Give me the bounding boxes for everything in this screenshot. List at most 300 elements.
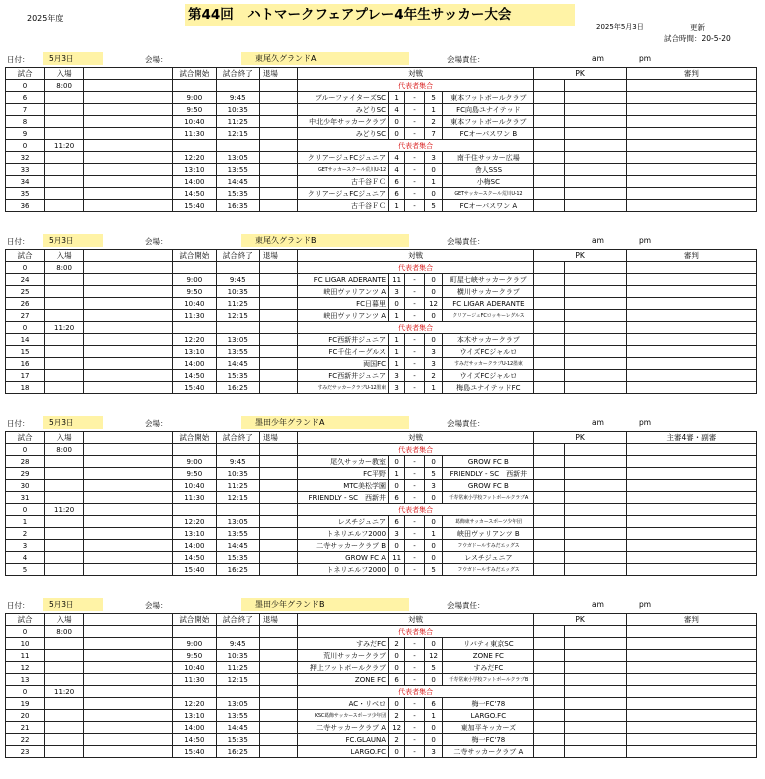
score-separator: - [405,104,425,116]
away-team: 梅一FC'78 [443,734,534,746]
home-score: 4 [389,164,405,176]
blank-cell [84,638,173,650]
end-time: 10:35 [216,468,259,480]
assembly-notice: 代表者集合 [297,80,534,92]
away-score: 3 [424,480,442,492]
pk-home [534,552,564,564]
home-team: クリアージュFCジュニア [297,152,388,164]
pk-home [534,674,564,686]
home-team: 古千谷ＦＣ [297,176,388,188]
home-team: FC西新井ジュニア [297,370,388,382]
entry-time [45,698,84,710]
referee-cell [626,92,756,104]
blank-cell [84,298,173,310]
referee-cell [626,152,756,164]
start-time: 14:00 [173,176,216,188]
away-score: 0 [424,164,442,176]
referee-cell [626,80,756,92]
pk-home [534,152,564,164]
match-number: 28 [6,456,45,468]
match-number: 16 [6,358,45,370]
score-separator: - [405,564,425,576]
entry-time [45,456,84,468]
pk-home [534,468,564,480]
home-team: 中北少年サッカークラブ [297,116,388,128]
away-score: 1 [424,710,442,722]
entry-time [45,92,84,104]
exit-cell [259,116,297,128]
match-number: 8 [6,116,45,128]
referee-cell [626,346,756,358]
away-score: 1 [424,528,442,540]
pk-away [564,468,626,480]
blank-cell [84,722,173,734]
end-time: 12:15 [216,492,259,504]
pk-away [564,638,626,650]
score-separator: - [405,164,425,176]
referee-cell [626,746,756,758]
match-number: 35 [6,188,45,200]
pk-home [534,334,564,346]
home-score: 1 [389,310,405,322]
home-team: 二寺サッカークラブ A [297,722,388,734]
home-score: 1 [389,468,405,480]
venue-section [5,234,757,394]
col-pk: PK [534,250,626,262]
pk-home [534,722,564,734]
start-time: 9:00 [173,92,216,104]
table-row [6,370,757,382]
start-time [173,504,216,516]
date-value: 5月3日 [43,416,103,429]
pk-away [564,128,626,140]
home-team: AC・リベロ [297,698,388,710]
home-team: LARGO.FC [297,746,388,758]
table-row [6,382,757,394]
col-blank [84,250,173,262]
pk-away [564,650,626,662]
venue-responsible-label: 会場責任： [447,419,485,428]
end-time: 13:55 [216,346,259,358]
table-row [6,322,757,334]
col-start: 試合開始 [173,68,216,80]
away-team: 葛飾東サッカースポーツ少年団 [443,516,534,528]
end-time: 16:25 [216,746,259,758]
exit-cell [259,176,297,188]
match-number: 25 [6,286,45,298]
away-score: 5 [424,564,442,576]
home-team: FC平野 [297,468,388,480]
table-row [6,698,757,710]
col-start: 試合開始 [173,432,216,444]
exit-cell [259,188,297,200]
referee-cell [626,734,756,746]
table-row [6,164,757,176]
assembly-notice: 代表者集合 [297,444,534,456]
referee-cell [626,140,756,152]
table-row [6,710,757,722]
pm-label: pm [639,418,652,427]
table-row [6,346,757,358]
exit-cell [259,444,297,456]
tournament-date: 2025年5月3日 [596,23,644,31]
pk-home [534,176,564,188]
entry-time [45,274,84,286]
entry-time [45,298,84,310]
start-time [173,626,216,638]
match-number: 5 [6,564,45,576]
home-team: ブルーファイターズSC [297,92,388,104]
table-row [6,686,757,698]
match-number: 1 [6,516,45,528]
pk-home [534,528,564,540]
referee-cell [626,722,756,734]
venue-section [5,52,757,212]
referee-cell [626,200,756,212]
pk-home [534,188,564,200]
away-score: 0 [424,540,442,552]
blank-cell [84,710,173,722]
away-team: ウイズFCジャルロ [443,370,534,382]
home-team: 峡田ヴァリアンツ A [297,310,388,322]
home-score: 0 [389,564,405,576]
exit-cell [259,322,297,334]
start-time: 9:50 [173,468,216,480]
col-vs: 対戦 [297,614,534,626]
pk-away [564,516,626,528]
start-time: 13:10 [173,346,216,358]
away-team: FCオーパスワン A [443,200,534,212]
col-end: 試合終了 [216,614,259,626]
score-separator: - [405,128,425,140]
home-score: 3 [389,286,405,298]
entry-time [45,128,84,140]
col-referee: 審判 [626,68,756,80]
referee-cell [626,116,756,128]
start-time [173,262,216,274]
assembly-notice: 代表者集合 [297,686,534,698]
blank-cell [84,444,173,456]
match-number: 10 [6,638,45,650]
table-row [6,176,757,188]
start-time: 15:40 [173,564,216,576]
table-row [6,92,757,104]
away-team: 本木サッカークラブ [443,334,534,346]
away-score: 0 [424,456,442,468]
away-score: 5 [424,92,442,104]
exit-cell [259,298,297,310]
blank-cell [84,152,173,164]
away-score: 0 [424,638,442,650]
exit-cell [259,80,297,92]
score-separator: - [405,188,425,200]
table-row [6,722,757,734]
away-score: 1 [424,176,442,188]
pk-away [564,722,626,734]
pk-home [534,140,564,152]
blank-cell [84,734,173,746]
venue-section [5,416,757,576]
home-team: KSC葛飾サッカースポーツ少年団 [297,710,388,722]
table-row [6,188,757,200]
blank-cell [84,176,173,188]
date-value: 5月3日 [43,234,103,247]
entry-time [45,152,84,164]
match-number: 12 [6,662,45,674]
exit-cell [259,710,297,722]
pk-home [534,444,564,456]
end-time: 14:45 [216,540,259,552]
away-team: FCオーパスワン B [443,128,534,140]
exit-cell [259,92,297,104]
referee-cell [626,650,756,662]
start-time: 15:40 [173,746,216,758]
exit-cell [259,540,297,552]
referee-cell [626,358,756,370]
match-number: 20 [6,710,45,722]
exit-cell [259,152,297,164]
end-time: 9:45 [216,638,259,650]
col-entry: 入場 [45,68,84,80]
blank-cell [84,188,173,200]
away-score: 0 [424,516,442,528]
table-row [6,662,757,674]
score-separator: - [405,528,425,540]
referee-cell [626,528,756,540]
entry-time [45,116,84,128]
referee-cell [626,286,756,298]
end-time: 9:45 [216,274,259,286]
pk-home [534,128,564,140]
referee-cell [626,710,756,722]
away-team: すみだFC [443,662,534,674]
match-number: 26 [6,298,45,310]
pk-away [564,200,626,212]
start-time: 14:00 [173,540,216,552]
home-score: 6 [389,176,405,188]
score-separator: - [405,200,425,212]
blank-cell [84,480,173,492]
start-time: 11:30 [173,310,216,322]
referee-cell [626,662,756,674]
end-time: 10:35 [216,650,259,662]
away-team: FC LIGAR ADERANTE [443,298,534,310]
pk-home [534,540,564,552]
score-separator: - [405,176,425,188]
pk-away [564,152,626,164]
table-row [6,528,757,540]
exit-cell [259,104,297,116]
home-score: 6 [389,188,405,200]
pk-away [564,662,626,674]
pk-home [534,626,564,638]
pm-label: pm [639,236,652,245]
home-team: すみだサッカークラブU-12墨東 [297,382,388,394]
match-number: 23 [6,746,45,758]
blank-cell [84,468,173,480]
blank-cell [84,662,173,674]
away-team: 南千住サッカー広場 [443,152,534,164]
away-score: 3 [424,746,442,758]
end-time: 12:15 [216,128,259,140]
col-vs: 対戦 [297,250,534,262]
pk-away [564,710,626,722]
referee-cell [626,626,756,638]
col-exit: 退場 [259,250,297,262]
score-separator: - [405,662,425,674]
pk-away [564,310,626,322]
referee-cell [626,698,756,710]
away-score: 1 [424,104,442,116]
col-pk: PK [534,614,626,626]
score-separator: - [405,480,425,492]
end-time: 15:35 [216,734,259,746]
entry-time [45,334,84,346]
away-score: 3 [424,346,442,358]
score-separator: - [405,552,425,564]
score-separator: - [405,650,425,662]
start-time: 14:00 [173,358,216,370]
score-separator: - [405,310,425,322]
referee-cell [626,128,756,140]
venue-section [5,598,757,758]
home-score: 0 [389,128,405,140]
table-row [6,310,757,322]
entry-time [45,370,84,382]
section-header [5,234,757,249]
table-row [6,286,757,298]
home-score: 0 [389,298,405,310]
referee-cell [626,370,756,382]
end-time: 10:35 [216,286,259,298]
away-team: 東加平キッカーズ [443,722,534,734]
start-time: 13:10 [173,710,216,722]
entry-time [45,346,84,358]
start-time [173,322,216,334]
end-time: 11:25 [216,662,259,674]
col-match: 試合 [6,250,45,262]
home-score: 3 [389,370,405,382]
score-separator: - [405,358,425,370]
venue-name: 墨田少年グランドB [241,598,409,611]
match-number: 13 [6,674,45,686]
entry-time [45,382,84,394]
assembly-notice: 代表者集合 [297,140,534,152]
home-team: 二寺サッカークラブ B [297,540,388,552]
venue-label: 会場： [145,237,168,246]
start-time: 14:00 [173,722,216,734]
blank-cell [84,564,173,576]
entry-time [45,674,84,686]
exit-cell [259,746,297,758]
blank-cell [84,322,173,334]
match-number: 27 [6,310,45,322]
venue-name: 東尾久グランドA [241,52,409,65]
start-time: 11:30 [173,492,216,504]
blank-cell [84,286,173,298]
referee-cell [626,104,756,116]
pk-away [564,370,626,382]
entry-time: 11:20 [45,140,84,152]
pk-home [534,322,564,334]
page-header [0,0,765,46]
match-number: 9 [6,128,45,140]
home-team: 峡田ヴァリアンツ A [297,286,388,298]
exit-cell [259,638,297,650]
match-number: 30 [6,480,45,492]
away-score: 7 [424,128,442,140]
score-separator: - [405,92,425,104]
updated-label: 更新 [690,23,705,32]
col-entry: 入場 [45,614,84,626]
table-row [6,480,757,492]
venue-responsible-label: 会場責任： [447,55,485,64]
away-team: フウガドールすみだエッグス [443,564,534,576]
col-match: 試合 [6,614,45,626]
start-time: 9:00 [173,638,216,650]
pk-away [564,334,626,346]
away-team: 二寺サッカークラブ A [443,746,534,758]
home-team: ZONE FC [297,674,388,686]
away-score: 0 [424,334,442,346]
end-time: 11:25 [216,298,259,310]
away-team: 小梅SC [443,176,534,188]
exit-cell [259,200,297,212]
away-score: 0 [424,286,442,298]
home-score: 0 [389,662,405,674]
away-team: ZONE FC [443,650,534,662]
match-number: 11 [6,650,45,662]
blank-cell [84,346,173,358]
pk-home [534,516,564,528]
away-score: 1 [424,382,442,394]
pk-away [564,298,626,310]
match-time: 試合時間：20-5-20 [664,34,731,43]
col-referee: 主審4審・副審 [626,432,756,444]
home-score: 0 [389,540,405,552]
referee-cell [626,456,756,468]
section-header [5,598,757,613]
pk-away [564,456,626,468]
entry-time: 11:20 [45,686,84,698]
col-referee: 審判 [626,250,756,262]
pm-label: pm [639,600,652,609]
pk-home [534,686,564,698]
pk-home [534,274,564,286]
blank-cell [84,274,173,286]
away-team: GETサッカースクール荒川U-12 [443,188,534,200]
pk-away [564,540,626,552]
pk-away [564,746,626,758]
away-team: レスチジュニア [443,552,534,564]
page-title: 第44回 ハトマークフェアプレー4年生サッカー大会 [185,4,575,26]
col-start: 試合開始 [173,250,216,262]
blank-cell [84,650,173,662]
col-blank [84,68,173,80]
home-score: 2 [389,710,405,722]
score-separator: - [405,540,425,552]
blank-cell [84,164,173,176]
start-time: 10:40 [173,662,216,674]
referee-cell [626,504,756,516]
pk-home [534,746,564,758]
score-separator: - [405,492,425,504]
blank-cell [84,128,173,140]
end-time [216,140,259,152]
exit-cell [259,310,297,322]
venue-name: 東尾久グランドB [241,234,409,247]
pk-home [534,698,564,710]
